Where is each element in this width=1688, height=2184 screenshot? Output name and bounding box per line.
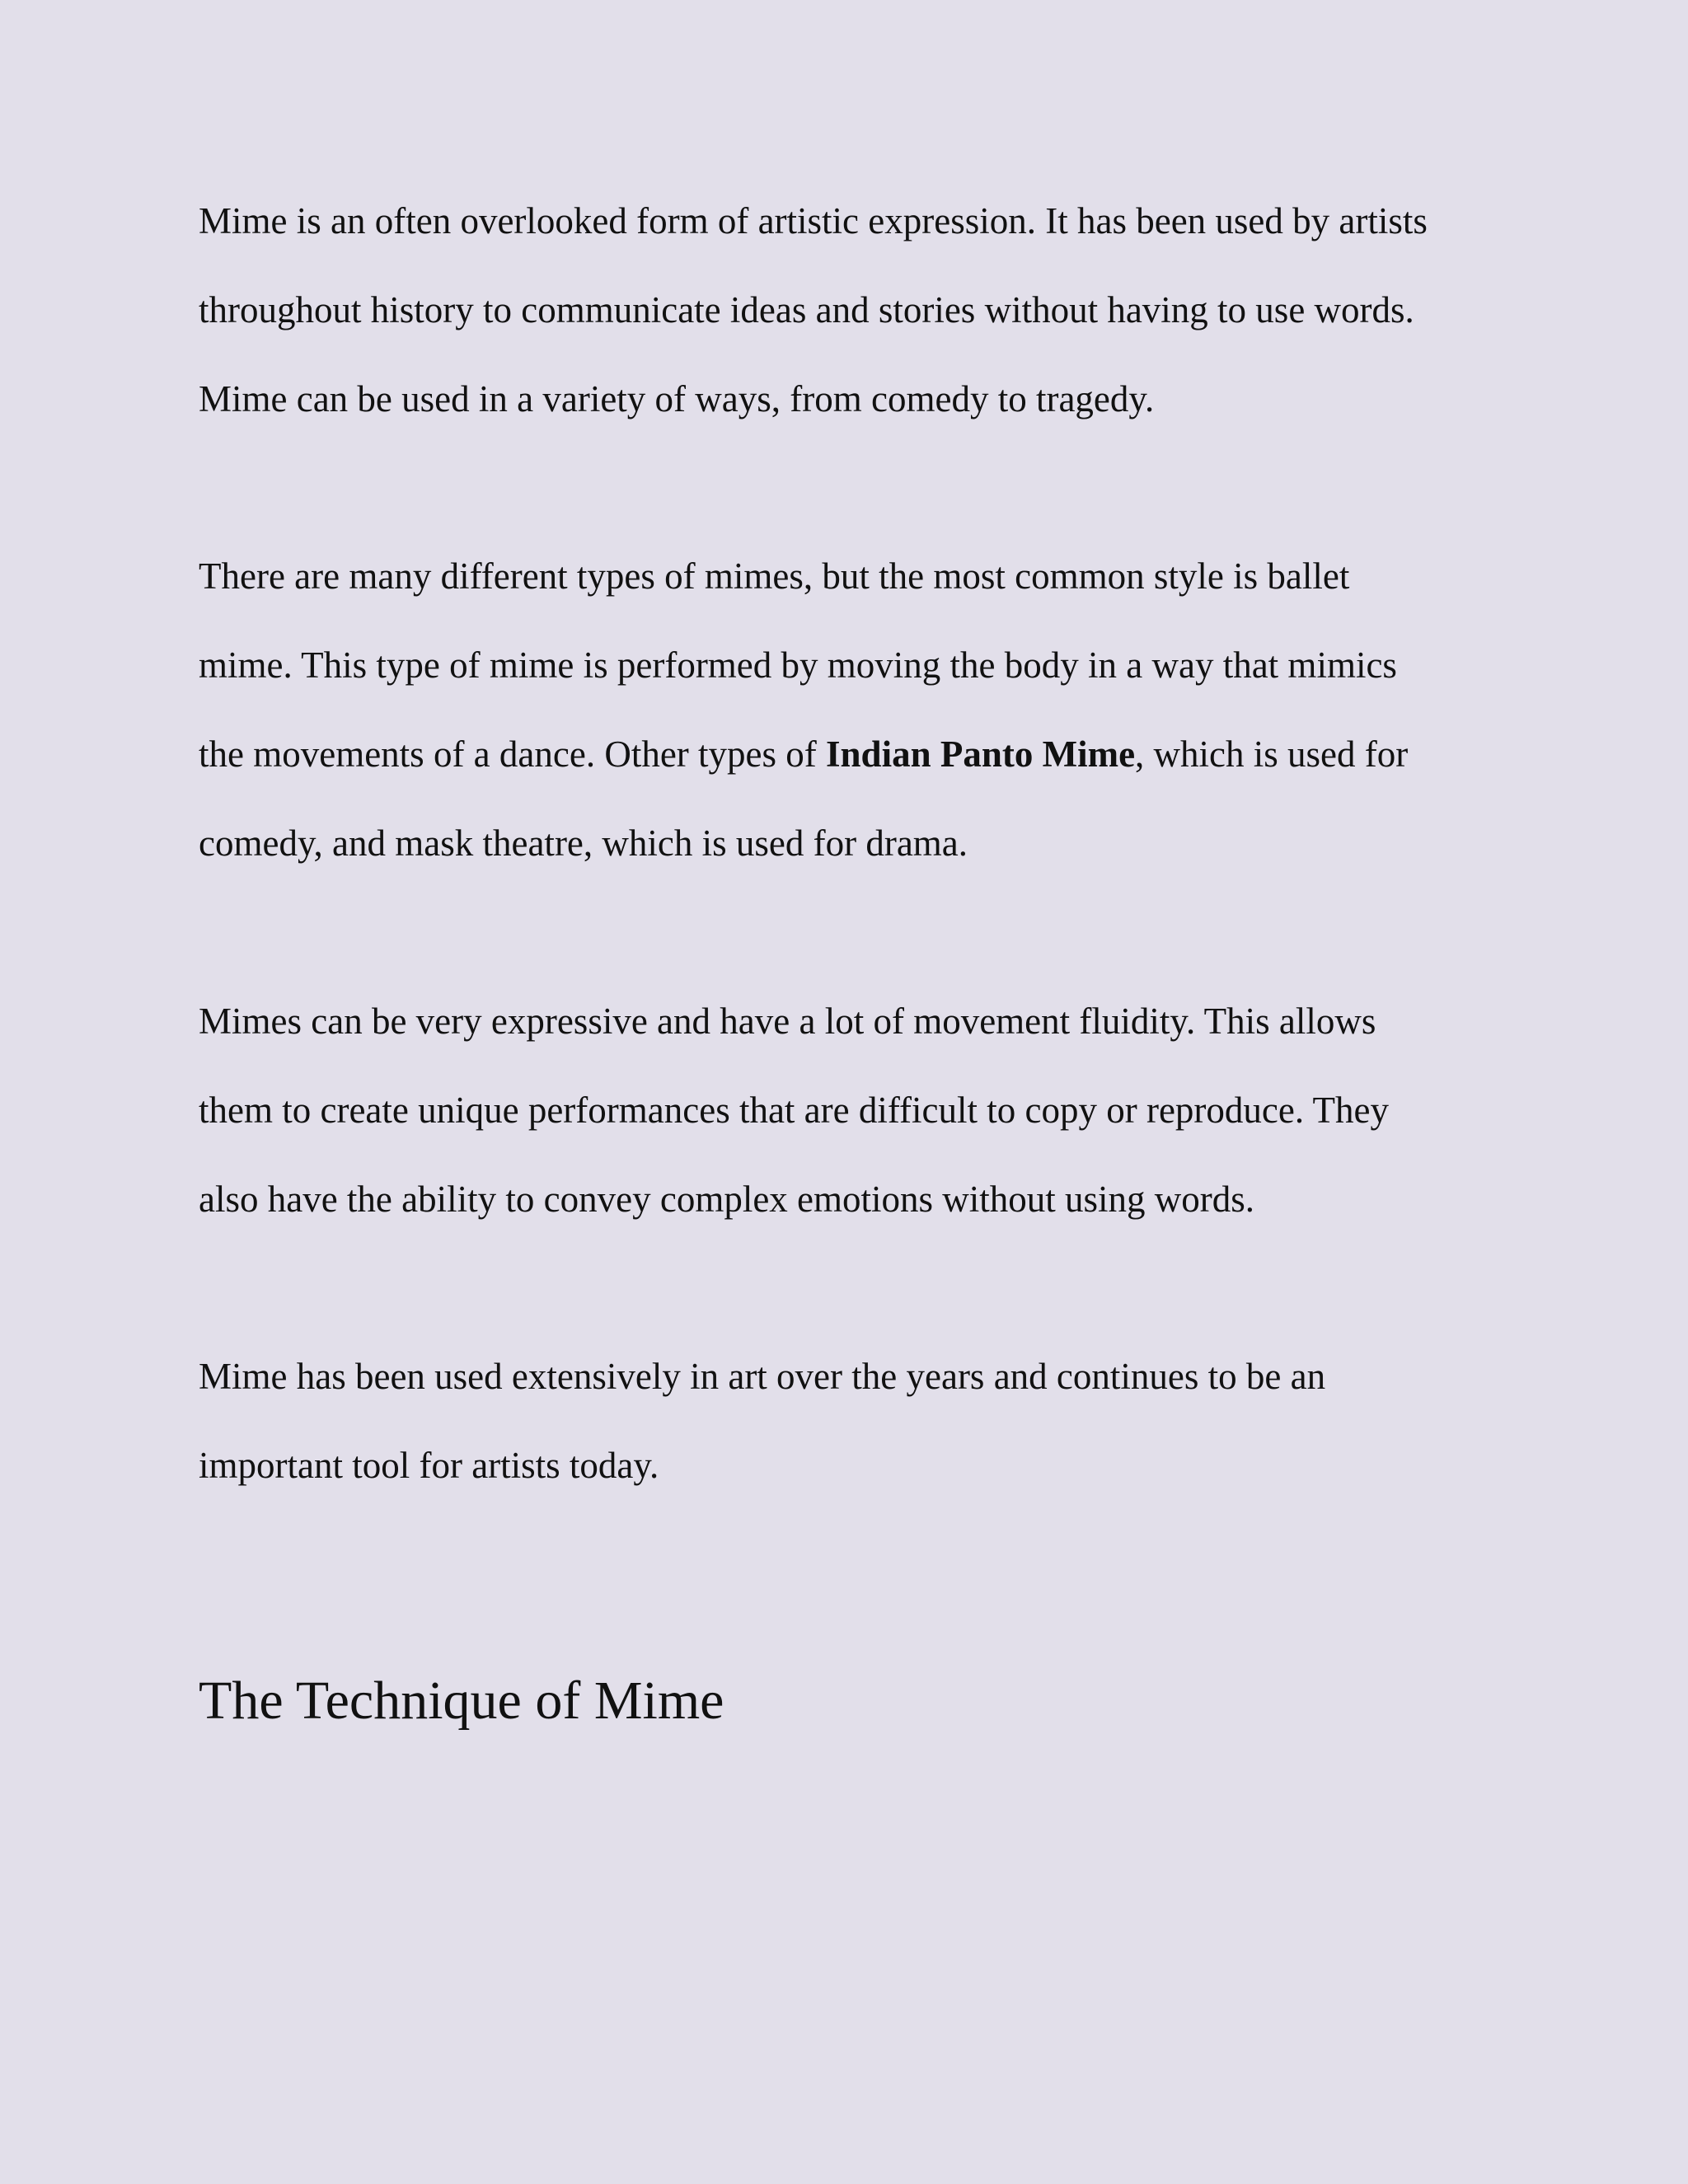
text-line: Mime can be used in a variety of ways, from comedy to tragedy. [199, 378, 1155, 419]
text-line: Mimes can be very expressive and have a lot of movement fluidity. This allows [199, 1001, 1376, 1042]
text-line: also have the ability to convey complex emotions without using words. [199, 1179, 1255, 1220]
text-line: Mime is an often overlooked form of artistic expression. It has been used by artists [199, 200, 1428, 241]
text-line: them to create unique performances that are difficult to copy or reproduce. They [199, 1090, 1389, 1131]
text-line: important tool for artists today. [199, 1445, 659, 1486]
bold-term: Indian Panto Mime [826, 733, 1136, 775]
text-line: Mime has been used extensively in art over the years and continues to be an [199, 1356, 1326, 1397]
paragraph-conclusion [199, 1332, 1501, 1510]
text-line [199, 710, 1501, 799]
section-heading: The Technique of Mime [199, 1671, 724, 1731]
paragraph-expressive [199, 977, 1501, 1244]
text-line: throughout history to communicate ideas and stories without having to use words. [199, 289, 1414, 330]
text-run: , which is used for [1135, 733, 1409, 775]
paragraph-types [199, 532, 1501, 888]
paragraph-intro [199, 176, 1501, 443]
text-line: There are many different types of mimes, but the most common style is ballet [199, 555, 1350, 597]
text-run: the movements of a dance. Other types of [199, 733, 827, 775]
text-line: mime. This type of mime is performed by moving the body in a way that mimics [199, 644, 1397, 686]
text-line: comedy, and mask theatre, which is used for drama. [199, 823, 968, 864]
